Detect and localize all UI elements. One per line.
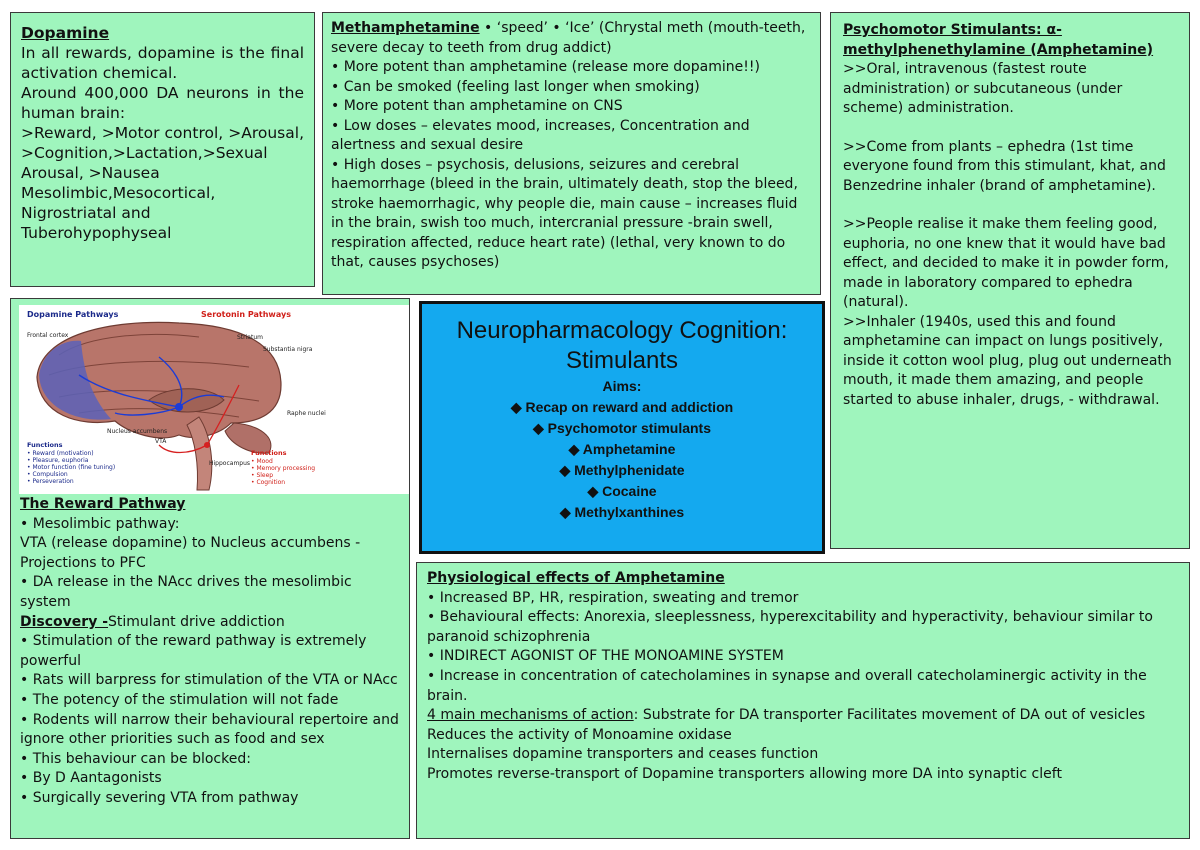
meth-title-rest: • ‘speed’ • ‘Ice’ (Chrystal meth (mouth-teeth, severe decay to teeth from drug addict) xyxy=(331,20,806,56)
reward-bullet: • By D Aantagonists xyxy=(20,770,162,787)
dopamine-line: Nigrostriatal and Tuberohypophyseal xyxy=(21,204,172,242)
meth-bullet: • More potent than amphetamine (release more dopamine!!) xyxy=(331,59,760,75)
region-label: Nucleus accumbens xyxy=(107,428,168,435)
serotonin-function-item: • Sleep xyxy=(251,472,274,479)
spacer xyxy=(843,119,1177,138)
dopamine-functions-title: Functions xyxy=(27,441,63,449)
aim-item: ◆ Recap on reward and addiction xyxy=(510,399,734,415)
psycho-paragraph: >>Oral, intravenous (fastest route administration) or subcutaneous (under scheme) administration. xyxy=(843,61,1123,116)
reward-bullet: • This behaviour can be blocked: xyxy=(20,750,251,767)
reward-line: • DA release in the NAcc drives the mesolimbic system xyxy=(20,574,352,610)
region-label: Striatum xyxy=(237,334,263,341)
physio-bullet: • Increase in concentration of catecholamines in synapse and overall catecholaminergic activity in the brain. xyxy=(427,667,1147,704)
serotonin-function-item: • Mood xyxy=(251,458,273,465)
physio-bullet: • Behavioural effects: Anorexia, sleeplessness, hyperexcitability and hyperactivity, behaviour similar to paranoid schizophrenia xyxy=(427,609,1153,645)
physio-bullet: • Increased BP, HR, respiration, sweating and tremor xyxy=(427,589,799,606)
psychomotor-card xyxy=(830,12,1190,549)
reward-bullet: • Rats will barpress for stimulation of the VTA or NAcc xyxy=(20,672,398,689)
mechanisms-line xyxy=(427,706,1179,726)
mechanism-item: Internalises dopamine transporters and ceases function xyxy=(427,746,819,763)
brain-pathways-diagram xyxy=(19,305,409,494)
physiological-effects-card xyxy=(416,562,1190,839)
dopamine-card xyxy=(10,12,315,287)
dopamine-line: Mesolimbic,Mesocortical, xyxy=(21,184,216,202)
meth-title: Methamphetamine xyxy=(331,20,480,36)
mechanisms-first: : Substrate for DA transporter Facilitates movement of DA out of vesicles xyxy=(633,707,1146,724)
discovery-text: Stimulant drive addiction xyxy=(108,613,285,630)
reward-line: VTA (release dopamine) to Nucleus accumbens - Projections to PFC xyxy=(20,535,361,571)
dopamine-line: >Reward, >Motor control, >Arousal, >Cognition,>Lactation,>Sexual Arousal, >Nausea xyxy=(21,124,304,182)
psycho-paragraph: >>Inhaler (1940s, used this and found amphetamine can impact on lungs positively, inside it cotton wool plug, plug out underneath mouth, it made them amazing, and people started to abuse inhaler, drugs, - withdrawal. xyxy=(843,313,1172,408)
dopamine-title: Dopamine xyxy=(21,24,110,42)
reward-text xyxy=(20,495,403,809)
physio-title: Physiological effects of Amphetamine xyxy=(427,570,725,586)
region-label: Substantia nigra xyxy=(263,346,313,353)
reward-pathway-card xyxy=(10,298,410,839)
reward-bullet: • The potency of the stimulation will not fade xyxy=(20,691,339,708)
reward-line: • Mesolimbic pathway: xyxy=(20,515,180,532)
serotonin-pathways-label: Serotonin Pathways xyxy=(201,310,291,319)
aim-item: ◆ Cocaine xyxy=(587,483,657,499)
aims-label: Aims: xyxy=(602,378,642,394)
spacer xyxy=(843,196,1177,215)
physio-bullet: • INDIRECT AGONIST OF THE MONOAMINE SYSTEM xyxy=(427,648,784,665)
discovery-line xyxy=(20,613,403,633)
methamphetamine-card xyxy=(322,12,821,295)
dopamine-line: Around 400,000 DA neurons in the human brain: xyxy=(21,84,304,122)
mechanism-item: Reduces the activity of Monoamine oxidase xyxy=(427,726,732,743)
meth-bullet: • More potent than amphetamine on CNS xyxy=(331,98,623,114)
region-label: Frontal cortex xyxy=(27,332,69,339)
page-title: Neuropharmacology Cognition: Stimulants xyxy=(456,317,788,374)
dopamine-line: In all rewards, dopamine is the final activation chemical. xyxy=(21,44,304,82)
meth-bullet: • Low doses – elevates mood, increases, Concentration and alertness and sexual desire xyxy=(331,117,750,153)
region-label: Hippocampus xyxy=(209,460,251,467)
dopamine-function-item: • Reward (motivation) xyxy=(27,450,94,457)
meth-bullet: • Can be smoked (feeling last longer when smoking) xyxy=(331,78,700,95)
dopamine-pathways-label: Dopamine Pathways xyxy=(27,310,119,319)
region-label: Raphe nuclei xyxy=(287,410,326,417)
psycho-paragraph: >>Come from plants – ephedra (1st time everyone found from this stimulant, khat, and Benzedrine inhaler (brand of amphetamine). xyxy=(843,138,1166,194)
dopamine-function-item: • Motor function (fine tuning) xyxy=(27,464,116,471)
discovery-label: Discovery - xyxy=(20,613,109,630)
psycho-paragraph: >>People realise it make them feeling good, euphoria, no one knew that it would have bad effect, and decided to make it in powder form, made in laboratory compared to ephedra (natural). xyxy=(843,216,1169,310)
title-card xyxy=(419,301,825,554)
psycho-title: Psychomotor Stimulants: α-methylphenethylamine (Amphetamine) xyxy=(843,22,1154,58)
serotonin-functions-title: Functions xyxy=(251,449,287,457)
reward-bullet: • Surgically severing VTA from pathway xyxy=(20,789,299,806)
reward-bullet: • Rodents will narrow their behavioural repertoire and ignore other priorities such as food and sex xyxy=(20,711,399,748)
aim-item: ◆ Amphetamine xyxy=(568,441,676,457)
meth-bullet: • High doses – psychosis, delusions, seizures and cerebral haemorrhage (bleed in the brain, ultimately death, stop the bleed, stroke haemorrhagic, why people die, main cause – increases fluid in the brain, swish too much, intercranial pressure -brain swell, respiration affected, reduce heart rate) (lethal, very known to do that, causes psychoses) xyxy=(331,156,798,270)
raphe-node xyxy=(204,442,210,448)
dopamine-function-item: • Compulsion xyxy=(27,471,68,478)
aim-item: ◆ Methylxanthines xyxy=(559,504,685,520)
aim-item: ◆ Methylphenidate xyxy=(559,462,685,478)
meth-heading xyxy=(331,19,812,58)
mechanism-item: Promotes reverse-transport of Dopamine transporters allowing more DA into synaptic cleft xyxy=(427,765,1062,782)
mechanisms-label: 4 main mechanisms of action xyxy=(427,707,634,724)
brain-pathways-figure xyxy=(19,305,409,494)
dopamine-function-item: • Pleasure, euphoria xyxy=(27,457,89,464)
serotonin-function-item: • Cognition xyxy=(251,479,286,486)
region-label: VTA xyxy=(155,438,167,445)
reward-bullet: • Stimulation of the reward pathway is extremely powerful xyxy=(20,633,367,669)
vta-node xyxy=(175,403,183,411)
reward-title: The Reward Pathway xyxy=(20,496,186,512)
aim-item: ◆ Psychomotor stimulants xyxy=(532,420,712,436)
dopamine-function-item: • Perseveration xyxy=(27,478,74,485)
serotonin-function-item: • Memory processing xyxy=(251,465,316,472)
